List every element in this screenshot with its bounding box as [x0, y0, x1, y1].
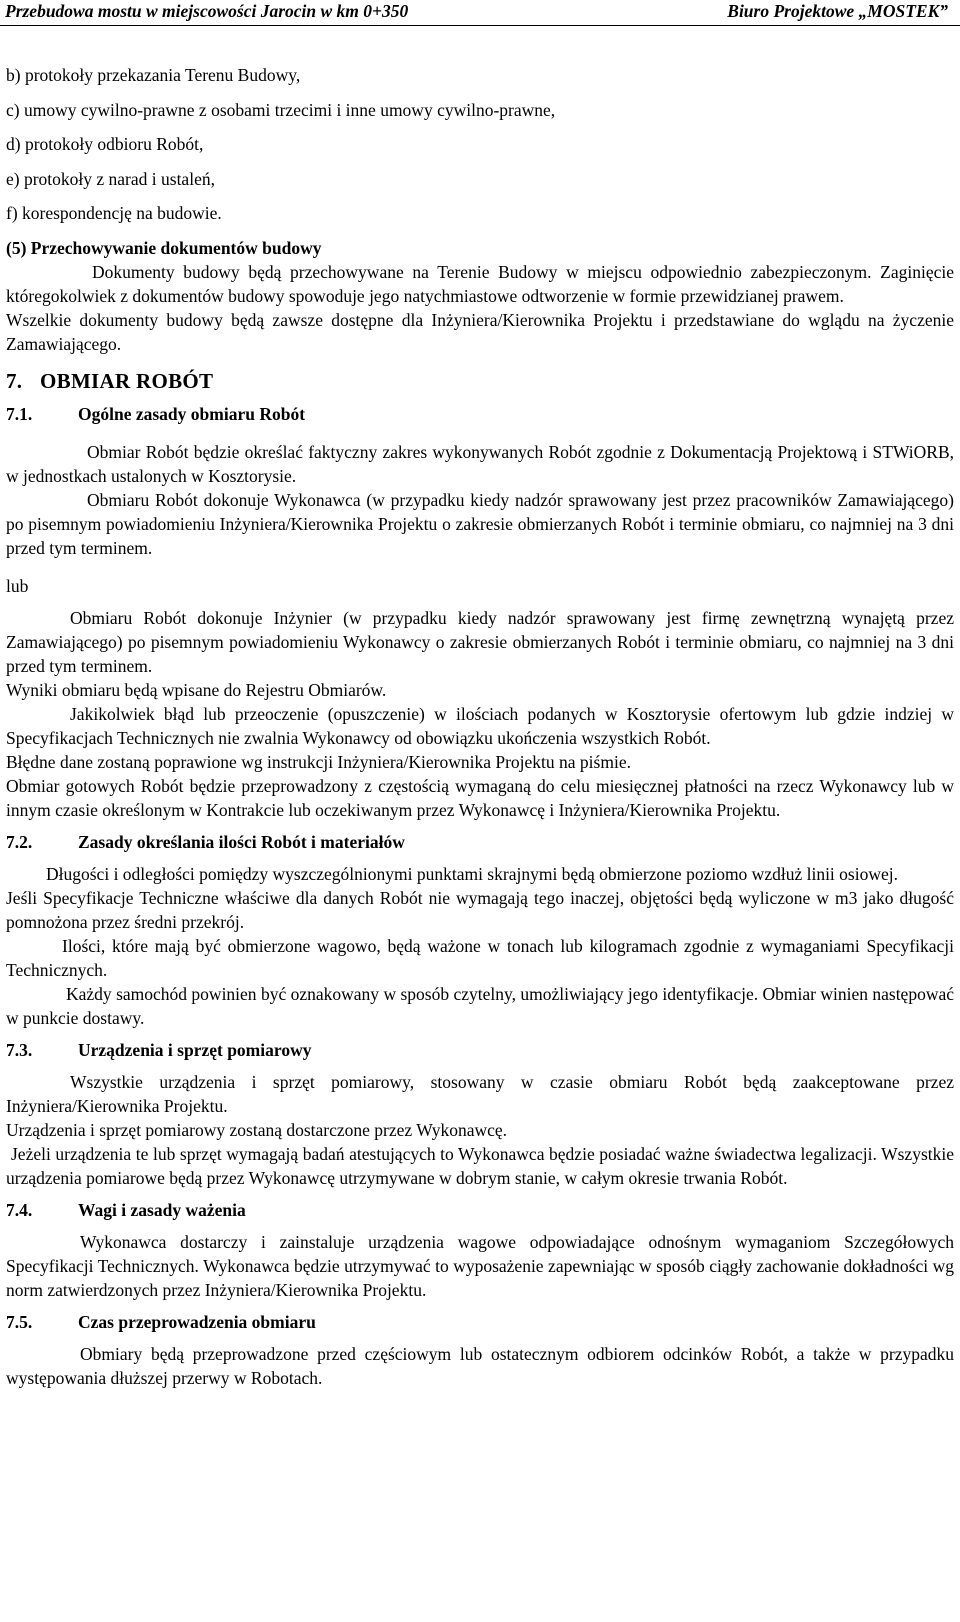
- list-item: e) protokoły z narad i ustaleń,: [6, 168, 215, 189]
- section-number: 7.3.: [6, 1039, 33, 1060]
- section-title: Wagi i zasady ważenia: [78, 1199, 246, 1220]
- list-item: d) protokoły odbioru Robót,: [6, 134, 204, 154]
- section-title: Czas przeprowadzenia obmiaru: [78, 1311, 316, 1332]
- section-title: Ogólne zasady obmiaru Robót: [78, 403, 306, 424]
- section-number: 7.2.: [6, 831, 33, 852]
- document-list: [6, 63, 954, 225]
- paragraph: Jakikolwiek błąd lub przeoczenie (opuszczenie) w ilościach podanych w Kosztorysie ofertowym lub gdzie indziej w Specyfikacjach Technicznych nie zwalnia Wykonawcy od obowiązku ukończenia wszystkich Robót.: [6, 703, 954, 748]
- section-number: 7.1.: [6, 403, 33, 424]
- section-number: 7.4.: [6, 1199, 33, 1220]
- paragraph: Obmiar Robót będzie określać faktyczny zakres wykonywanych Robót zgodnie z Dokumentacją Projektową i STWiORB, w jednostkach ustalonych w Kosztorysie.: [6, 441, 954, 486]
- paragraph: Ilości, które mają być obmierzone wagowo, będą ważone w tonach lub kilogramach zgodnie z wymaganiami Specyfikacji Technicznych.: [6, 935, 954, 980]
- section-7-2-heading: [6, 830, 954, 854]
- chapter-number: 7.: [6, 368, 23, 393]
- paragraph: Każdy samochód powinien być oznakowany w sposób czytelny, umożliwiający jego identyfikacje. Obmiar winien następować w punkcie dostawy.: [6, 983, 954, 1028]
- paragraph: Obmiary będą przeprowadzone przed częściowym lub ostatecznym odbiorem odcinków Robót, a także w przypadku występowania dłuższej przerwy w Robotach.: [6, 1343, 954, 1388]
- header-project-title: Przebudowa mostu w miejscowości Jarocin w km 0+350: [5, 1, 409, 21]
- paragraph: Wykonawca dostarczy i zainstaluje urządzenia wagowe odpowiadające odnośnym wymaganiom Szczegółowych Specyfikacji Technicznych. Wykonawca będzie utrzymywać to wyposażenie zapewniając w sposób ciągły zachowanie dokładności wg norm zatwierdzonych przez Inżyniera/Kierownika Projektu.: [6, 1231, 954, 1300]
- paragraph: Obmiaru Robót dokonuje Wykonawca (w przypadku kiedy nadzór sprawowany jest przez pracowników Zamawiającego) po pisemnym powiadomieniu Inżyniera/Kierownika Projektu o zakresie obmierzanych Robót i terminie obmiaru, co najmniej na 3 dni przed tym terminem.: [6, 489, 954, 558]
- paragraph: lub: [6, 575, 29, 596]
- paragraph: Jeżeli urządzenia te lub sprzęt wymagają badań atestujących to Wykonawca będzie posiadać ważne świadectwa legalizacji. Wszystkie urządzenia pomiarowe będą przez Wykonawcę utrzymywane w dobrym stanie, w całym okresie trwania Robót.: [6, 1143, 954, 1188]
- header-company: Biuro Projektowe „MOSTEK”: [727, 1, 948, 21]
- section-7-3-heading: [6, 1038, 954, 1062]
- section-7-5-heading: [6, 1310, 954, 1334]
- section-title: Urządzenia i sprzęt pomiarowy: [78, 1039, 312, 1060]
- paragraph: Jeśli Specyfikacje Techniczne właściwe dla danych Robót nie wymagają tego inaczej, objętości będą wyliczone w m3 jako długość pomnożona przez średni przekrój.: [6, 887, 954, 932]
- section-5-heading: (5) Przechowywanie dokumentów budowy: [6, 237, 322, 258]
- page-header: [0, 0, 960, 26]
- paragraph: Obmiaru Robót dokonuje Inżynier (w przypadku kiedy nadzór sprawowany jest firmę zewnętrzną wynajętą przez Zamawiającego) po pisemnym powiadomieniu Wykonawcy o zakresie obmierzanych Robót i terminie obmiaru, co najmniej na 3 dni przed tym terminem.: [6, 607, 954, 676]
- paragraph: Wyniki obmiaru będą wpisane do Rejestru Obmiarów.: [6, 679, 387, 700]
- list-item: b) protokoły przekazania Terenu Budowy,: [6, 65, 301, 85]
- paragraph: Obmiar gotowych Robót będzie przeprowadzony z częstością wymaganą do celu miesięcznej płatności na rzecz Wykonawcy lub w innym czasie określonym w Kontrakcie lub oczekiwanym przez Wykonawcę i Inżyniera/Kierownika Projektu.: [6, 775, 954, 820]
- paragraph: Wszystkie urządzenia i sprzęt pomiarowy, stosowany w czasie obmiaru Robót będą zaakceptowane przez Inżyniera/Kierownika Projektu.: [6, 1071, 954, 1116]
- paragraph: Wszelkie dokumenty budowy będą zawsze dostępne dla Inżyniera/Kierownika Projektu i przedstawiane do wglądu na życzenie Zamawiającego.: [6, 309, 954, 354]
- document-body: [6, 63, 954, 1390]
- paragraph: Urządzenia i sprzęt pomiarowy zostaną dostarczone przez Wykonawcę.: [6, 1119, 508, 1140]
- chapter-7-heading: [6, 368, 954, 394]
- list-item: f) korespondencję na budowie.: [6, 203, 222, 223]
- list-item: c) umowy cywilno-prawne z osobami trzecimi i inne umowy cywilno-prawne,: [6, 99, 556, 120]
- section-7-4-heading: [6, 1198, 954, 1222]
- paragraph: Dokumenty budowy będą przechowywane na Terenie Budowy w miejscu odpowiednio zabezpieczonym. Zaginięcie któregokolwiek z dokumentów budowy spowoduje jego natychmiastowe odtworzenie w formie przewidzianej prawem.: [6, 261, 954, 306]
- chapter-title: OBMIAR ROBÓT: [40, 368, 214, 393]
- paragraph: Długości i odległości pomiędzy wyszczególnionymi punktami skrajnymi będą obmierzone poziomo wzdłuż linii osiowej.: [46, 863, 898, 884]
- section-7-1-heading: [6, 402, 954, 426]
- section-number: 7.5.: [6, 1311, 33, 1332]
- section-title: Zasady określania ilości Robót i materiałów: [78, 831, 405, 852]
- paragraph: Błędne dane zostaną poprawione wg instrukcji Inżyniera/Kierownika Projektu na piśmie.: [6, 751, 631, 772]
